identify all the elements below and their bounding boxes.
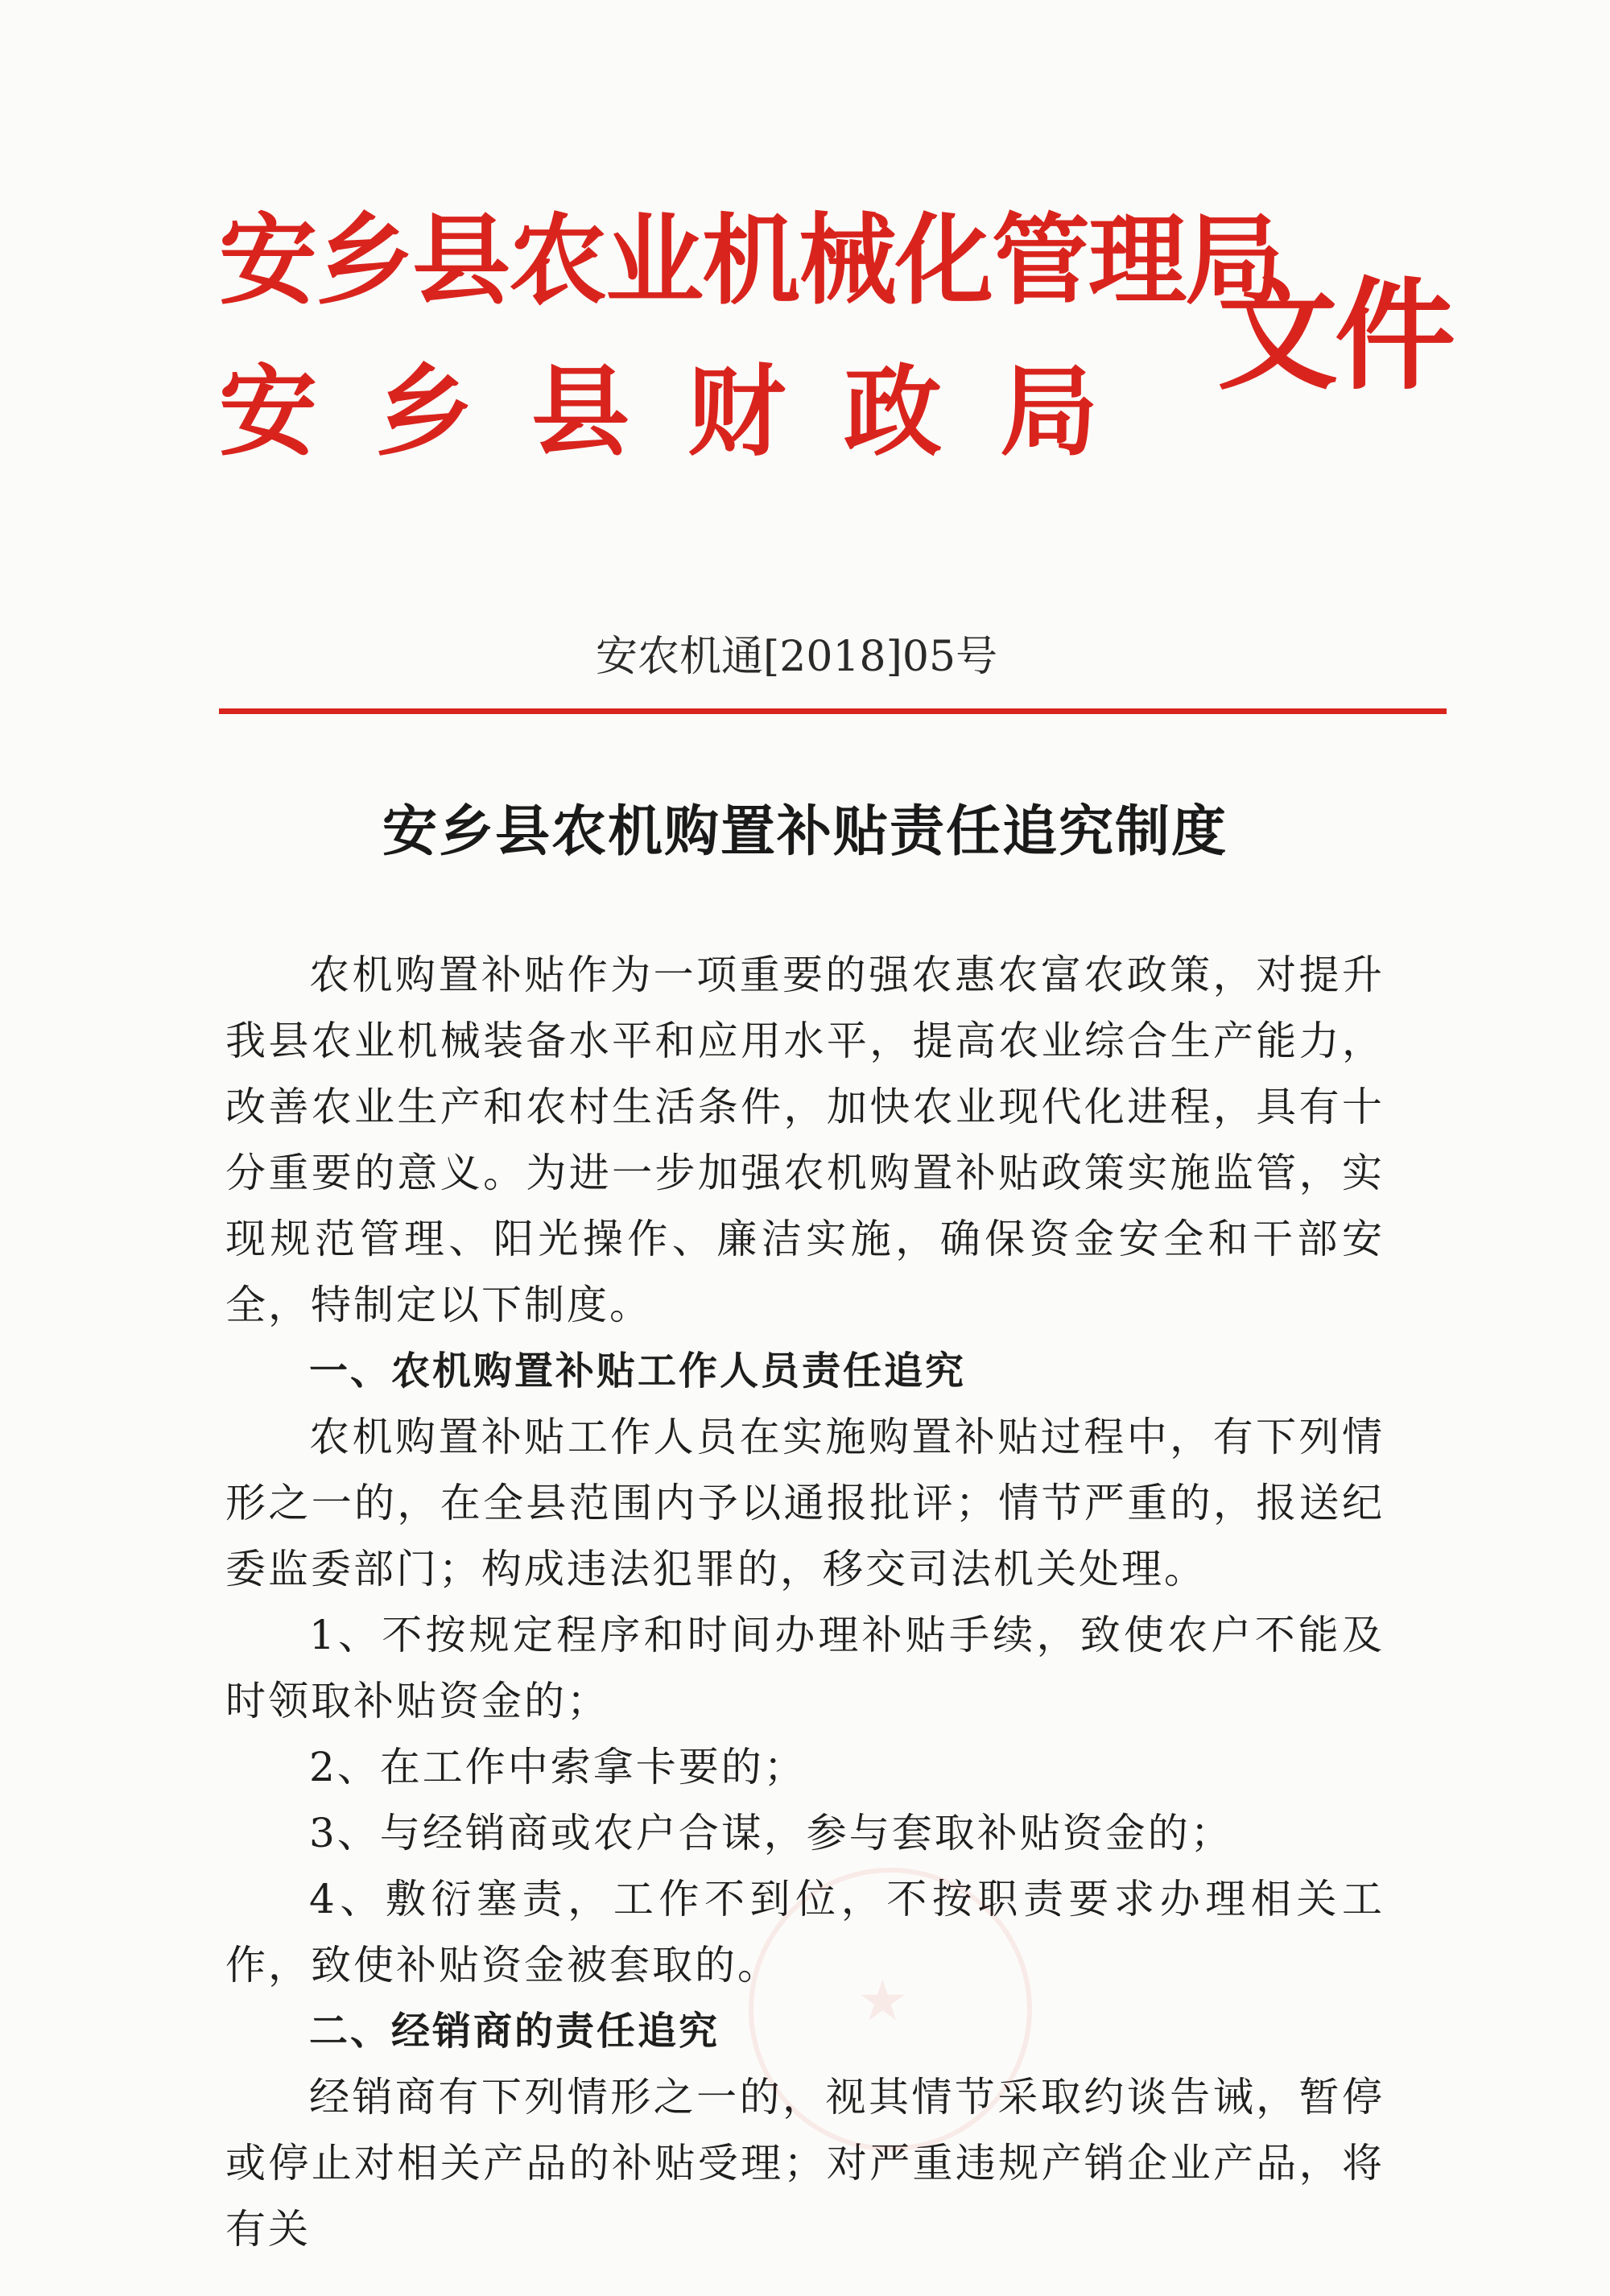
document-number: 安农机通[2018]05号 — [596, 633, 998, 681]
section-1-item-2: 2、在工作中索拿卡要的； — [309, 1744, 807, 1790]
section-1-heading: 一、农机购置补贴工作人员责任追究 — [309, 1348, 967, 1394]
section-1-item-4: 4、敷衍塞责，工作不到位，不按职责要求办理相关工作，致使补贴资金被套取的。 — [225, 1876, 1385, 1988]
intro-paragraph: 农机购置补贴作为一项重要的强农惠农富农政策，对提升我县农业机械装备水平和应用水平，提高农业综合生产能力，改善农业生产和农村生活条件，加快农业现代化进程，具有十分重要的意义。为进一步加强农机购置补贴政策实施监管，实现规范管理、阳光操作、廉洁实施，确保资金安全和干部安全，特制定以下制度。 — [225, 952, 1385, 1328]
section-1-item-1: 1、不按规定程序和时间办理补贴手续，致使农户不能及时领取补贴资金的； — [225, 1612, 1385, 1724]
red-divider-line — [219, 708, 1447, 714]
issuer-line-2: 安乡县财政局 — [219, 353, 1156, 469]
document-type-label: 文件 — [1217, 265, 1453, 407]
document-title: 安乡县农机购置补贴责任追究制度 — [382, 800, 1228, 864]
issuer-line-1: 安乡县农业机械化管理局 — [219, 202, 1282, 318]
section-1-item-3: 3、与经销商或农户合谋，参与套取补贴资金的； — [309, 1810, 1233, 1856]
section-1-paragraph: 农机购置补贴工作人员在实施购置补贴过程中，有下列情形之一的，在全县范围内予以通报批评；情节严重的，报送纪委监委部门；构成违法犯罪的，移交司法机关处理。 — [225, 1414, 1385, 1592]
section-2-paragraph: 经销商有下列情形之一的，视其情节采取约谈告诫，暂停或停止对相关产品的补贴受理；对严重违规产销企业产品，将有关 — [225, 2074, 1385, 2253]
seal-star-icon: ★ — [857, 1968, 908, 2034]
section-2-heading: 二、经销商的责任追究 — [309, 2009, 720, 2054]
